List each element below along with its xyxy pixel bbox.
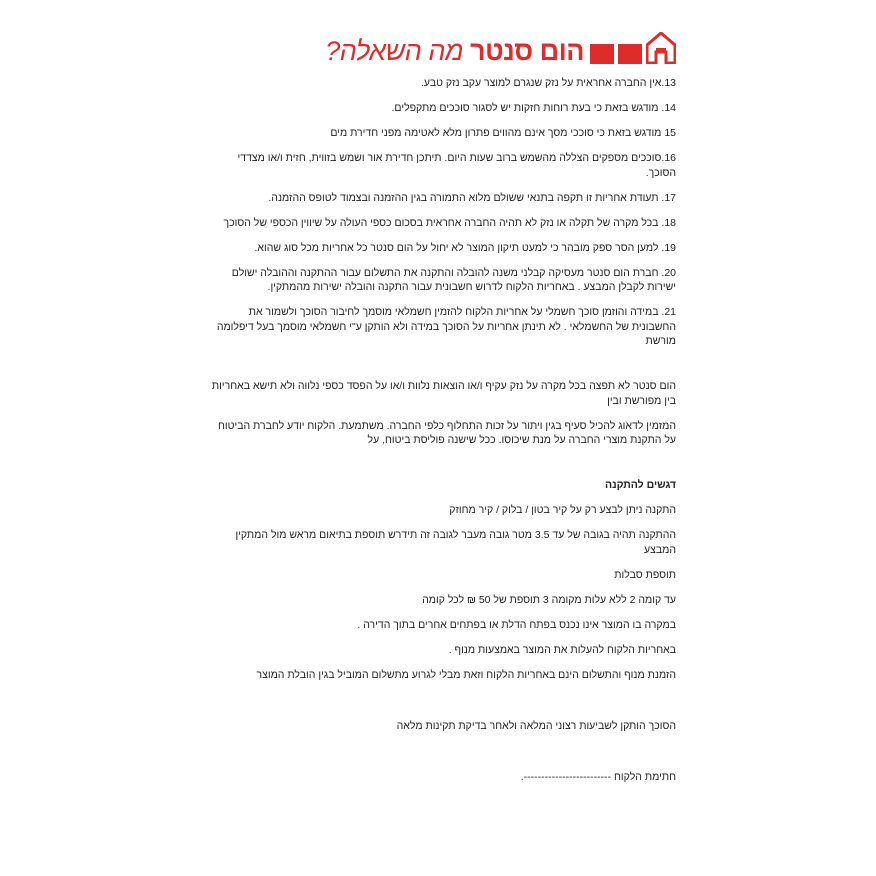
installation-item: התקנה ניתן לבצע רק על קיר בטון / בלוק / קיר מחוזק (449, 504, 676, 516)
term-15: 15 מודגש בזאת כי סוככי מסך אינם מהווים פתרון מלא לאטימה מפני חדירת מים (330, 127, 676, 139)
installation-item: ההתקנה תהיה בגובה של עד 3.5 מטר גובה מעבר לגובה זה תידרש תוספת בתיאום מראש מול המתקין המבצע (235, 529, 676, 556)
term-14: 14. מודגש בזאת כי בעת רוחות חזקות יש לסגור סוככים מתקפלים. (391, 102, 676, 114)
term-16: 16.סוככים מספקים הצללה מהשמש ברוב שעות היום. תיתכן חדירת אור ושמש בזווית, חזית ו/או מצדדי הסוכך. (237, 152, 676, 179)
document-page (206, 30, 676, 830)
spacer (206, 744, 676, 770)
installation-item: באחריות הלקוח להעלות את המוצר באמצעות מנוף . (448, 643, 676, 656)
signature-label: חתימת הלקוח (613, 770, 676, 783)
term-20: 20. חברת הום סנטר מעסיקה קבלני משנה להובלה והתקנה את התשלום עבור ההתקנה וההובלה ישולם ישירות לקבלן המבצע . באחריות הלקוח לדרוש חשבונית עבור התקנה והובלה ישירות מהמתקין. (231, 266, 676, 293)
logo-box-icon (590, 44, 614, 64)
terms-content (206, 76, 676, 795)
insurance-paragraph: המזמין לדאוג להכיל סעיף בגין ויתור על זכות התחלוף כלפי החברה. משתמעת. הלקוח יודע לחברת הביטוח על התקנת מוצרי החברה על מנת שיכוסו. ככל שישנה פוליסת ביטוח, על (217, 419, 676, 446)
spacer (206, 359, 676, 379)
logo-box-icon (618, 44, 642, 64)
installation-item: במקרה בו המוצר אינו נכנס בפתח הדלת או בפתחים אחרים בתוך הדירה . (357, 618, 676, 631)
brand-name: הום סנטר (470, 36, 584, 66)
installation-heading: דגשים להתקנה (604, 479, 676, 491)
term-18: 18. בכל מקרה של תקלה או נזק לא תהיה החברה אחראית בסכום כספי העולה על שיווין הכספי של הסוכך (223, 216, 676, 229)
spacer (206, 693, 676, 719)
signature-blank: -------------------------. (520, 770, 612, 783)
installation-item: עד קומה 2 ללא עלות מקומה 3 תוספת של 50 ₪ לכל קומה (422, 593, 676, 606)
house-logo-icon (646, 32, 676, 64)
closing-statement: הסוכך הותקן לשביעות רצוני המלאה ולאחר בדיקת תקינות מלאה (396, 719, 676, 732)
logo-wordmark (325, 36, 584, 66)
installation-item: תוספת סבלות (614, 568, 676, 581)
installation-item: הזמנת מנוף והתשלום הינם באחריות הלקוח וזאת מבלי לגרוע מתשלום המוביל בגין הובלת המוצר (256, 668, 676, 681)
signature-line (206, 770, 676, 785)
term-21: 21. במידה והוזמן סוכך חשמלי על אחריות הלקוח להזמין חשמלאי מוסמך לחיבור הסוכך ולשמור את החשבונית של החשמלאי . לא תינתן אחריות על הסוכך במידה ולא הותקן ע"י חשמלאי מוסמך בעל דיפלומה מורשת (216, 306, 676, 347)
brand-logo (276, 32, 676, 68)
liability-paragraph: הום סנטר לא תפצה בכל מקרה על נזק עקיף ו/או הוצאות נלוות ו/או על הפסד כספי נלווה ולא תישא באחריות בין מפורשת ובין (211, 380, 676, 407)
brand-tagline: מה השאלה? (325, 36, 464, 66)
term-19: 19. למען הסר ספק מובהר כי למעט תיקון המוצר לא יחול על הום סנטר כל אחריות מכל סוג שהוא. (254, 241, 676, 254)
term-17: 17. תעודת אחריות זו תקפה בתנאי ששולם מלוא התמורה בגין ההזמנה ובצמוד לטופס ההזמנה. (268, 191, 676, 204)
term-13: 13.אין החברה אחראית על נזק שנגרם למוצר עקב נזק טבע. (421, 77, 676, 89)
spacer (206, 458, 676, 478)
